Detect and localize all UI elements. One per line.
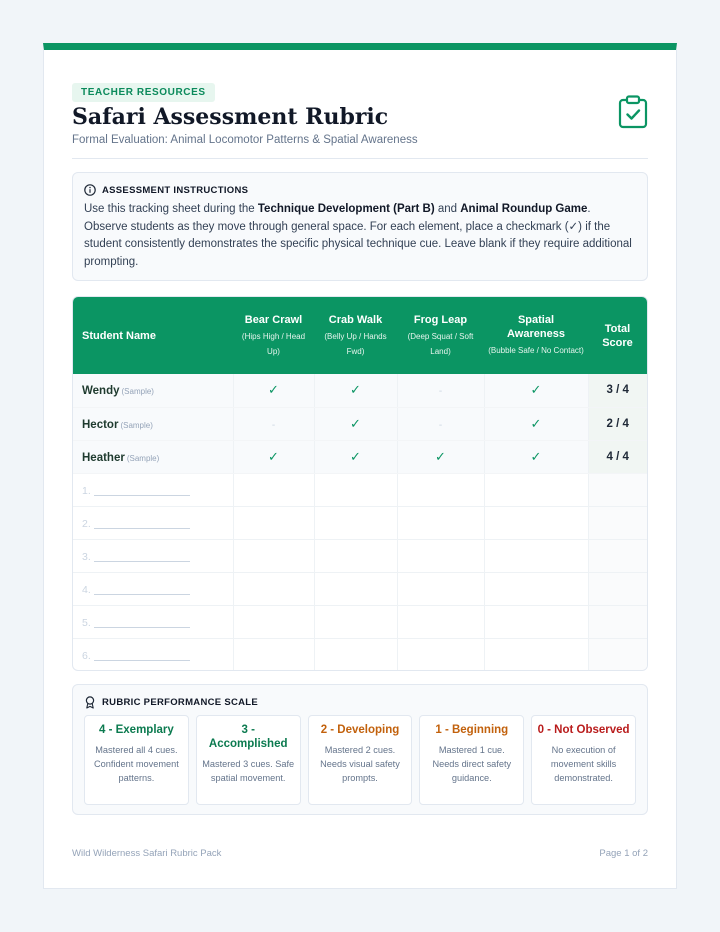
skill-cell[interactable] bbox=[397, 572, 484, 605]
footer-page-number: Page 1 of 2 bbox=[599, 848, 648, 859]
scale-level-title: 3 - Accomplished bbox=[208, 724, 288, 750]
blank-table-row bbox=[73, 506, 647, 539]
student-name: Heather bbox=[82, 451, 125, 464]
name-write-line bbox=[94, 561, 190, 562]
student-name-cell bbox=[73, 374, 233, 407]
skill-cell[interactable] bbox=[484, 440, 588, 473]
footer-pack-name: Wild Wilderness Safari Rubric Pack bbox=[72, 848, 222, 859]
instructions-box bbox=[72, 172, 648, 281]
checkmark-icon: ✓ bbox=[350, 382, 361, 398]
checkmark-icon: ✓ bbox=[350, 448, 361, 464]
scale-level-description: Mastered 3 cues. Safe spatial movement. bbox=[202, 759, 295, 783]
page-subtitle: Formal Evaluation: Animal Locomotor Patterns & Spatial Awareness bbox=[72, 134, 418, 146]
total-score-cell: 3 / 4 bbox=[588, 374, 647, 407]
checkmark-icon: ✓ bbox=[435, 448, 446, 464]
column-header-frog-leap: Frog Leap (Deep Squat / Soft Land) bbox=[407, 313, 474, 356]
skill-cell[interactable] bbox=[397, 638, 484, 671]
skill-cell[interactable] bbox=[484, 539, 588, 572]
skill-cell[interactable] bbox=[397, 440, 484, 473]
student-name: Wendy bbox=[82, 385, 120, 398]
skill-cell[interactable] bbox=[314, 605, 397, 638]
student-name: Hector bbox=[82, 418, 119, 431]
scale-level-title: 0 - Not Observed bbox=[537, 724, 630, 736]
skill-cell[interactable] bbox=[233, 638, 314, 671]
skill-cell[interactable] bbox=[314, 506, 397, 539]
checkmark-icon: ✓ bbox=[268, 448, 279, 464]
total-score-cell: 2 / 4 bbox=[588, 407, 647, 440]
skill-cell[interactable] bbox=[233, 506, 314, 539]
skill-cell[interactable] bbox=[314, 539, 397, 572]
rubric-table bbox=[72, 296, 648, 671]
page-footer bbox=[72, 848, 648, 859]
table-row bbox=[73, 407, 647, 440]
checkmark-icon: ✓ bbox=[350, 415, 361, 431]
scale-level-description: Mastered all 4 cues. Confident movement patterns. bbox=[94, 745, 179, 783]
total-score-cell[interactable] bbox=[588, 638, 647, 671]
total-score-cell[interactable] bbox=[588, 473, 647, 506]
scale-level-description: Mastered 1 cue. Needs direct safety guidance. bbox=[432, 745, 512, 783]
page-header bbox=[72, 75, 648, 159]
total-score-cell[interactable] bbox=[588, 605, 647, 638]
sample-tag: (Sample) bbox=[126, 453, 160, 463]
skill-cell[interactable] bbox=[397, 605, 484, 638]
student-name-entry[interactable] bbox=[73, 638, 233, 671]
skill-cell[interactable] bbox=[233, 374, 314, 407]
checkmark-icon: ✓ bbox=[268, 382, 279, 398]
row-number: 4. bbox=[82, 583, 91, 596]
sample-tag: (Sample) bbox=[120, 420, 153, 430]
student-name-cell bbox=[73, 407, 233, 440]
blank-table-row bbox=[73, 638, 647, 671]
skill-cell[interactable] bbox=[314, 473, 397, 506]
blank-table-row bbox=[73, 572, 647, 605]
scale-level-card bbox=[84, 715, 189, 805]
name-write-line bbox=[94, 528, 190, 529]
name-write-line bbox=[94, 627, 190, 628]
skill-cell[interactable] bbox=[484, 506, 588, 539]
name-write-line bbox=[94, 594, 190, 595]
column-header-spatial-awareness: Spatial Awareness (Bubble Safe / No Contact) bbox=[488, 314, 584, 355]
scale-level-card bbox=[308, 715, 413, 805]
scale-level-description: Mastered 2 cues. Needs visual safety prompts. bbox=[320, 745, 400, 783]
skill-cell[interactable] bbox=[484, 638, 588, 671]
scale-level-card bbox=[196, 715, 301, 805]
skill-cell[interactable] bbox=[233, 572, 314, 605]
skill-cell[interactable] bbox=[484, 374, 588, 407]
clipboard-check-icon bbox=[618, 95, 648, 129]
dash-mark: - bbox=[438, 386, 443, 398]
rubric-page bbox=[43, 43, 677, 889]
skill-cell[interactable] bbox=[484, 473, 588, 506]
row-number: 2. bbox=[82, 517, 91, 530]
skill-cell[interactable] bbox=[397, 407, 484, 440]
column-header-student-name: Student Name bbox=[82, 329, 156, 342]
column-header-total-score: Total Score bbox=[602, 322, 633, 349]
student-name-cell bbox=[73, 440, 233, 473]
column-header-bear-crawl: Bear Crawl (Hips High / Head Up) bbox=[241, 313, 306, 356]
student-name-entry[interactable] bbox=[73, 539, 233, 572]
row-number: 1. bbox=[82, 484, 91, 497]
scale-level-title: 1 - Beginning bbox=[435, 724, 509, 736]
total-score-cell: 4 / 4 bbox=[588, 440, 647, 473]
skill-cell[interactable] bbox=[397, 473, 484, 506]
skill-cell[interactable] bbox=[233, 539, 314, 572]
skill-cell[interactable] bbox=[484, 407, 588, 440]
student-name-entry[interactable] bbox=[73, 572, 233, 605]
info-icon bbox=[84, 184, 96, 196]
award-ribbon-icon bbox=[84, 696, 96, 709]
category-badge: TEACHER RESOURCES bbox=[72, 83, 215, 102]
instructions-title: ASSESSMENT INSTRUCTIONS bbox=[102, 184, 249, 196]
scale-level-description: No execution of movement skills demonstrated. bbox=[550, 745, 617, 783]
name-write-line bbox=[94, 495, 190, 496]
column-header-crab-walk: Crab Walk (Belly Up / Hands Fwd) bbox=[324, 313, 387, 356]
skill-cell[interactable] bbox=[314, 440, 397, 473]
row-number: 3. bbox=[82, 550, 91, 563]
skill-cell[interactable] bbox=[233, 473, 314, 506]
skill-cell[interactable] bbox=[484, 605, 588, 638]
skill-cell[interactable] bbox=[397, 539, 484, 572]
student-name-entry[interactable] bbox=[73, 605, 233, 638]
checkmark-icon: ✓ bbox=[530, 415, 542, 431]
skill-cell[interactable] bbox=[484, 572, 588, 605]
scale-level-title: 4 - Exemplary bbox=[99, 724, 174, 736]
table-row bbox=[73, 374, 647, 407]
dash-mark: - bbox=[271, 419, 276, 431]
skill-cell[interactable] bbox=[314, 407, 397, 440]
sample-tag: (Sample) bbox=[121, 387, 154, 397]
skill-cell[interactable] bbox=[314, 638, 397, 671]
scale-level-card bbox=[419, 715, 524, 805]
row-number: 5. bbox=[82, 616, 91, 629]
page-title: Safari Assessment Rubric bbox=[72, 104, 389, 130]
skill-cell[interactable] bbox=[397, 506, 484, 539]
dash-mark: - bbox=[438, 419, 443, 431]
performance-scale bbox=[72, 684, 648, 815]
table-row bbox=[73, 440, 647, 473]
name-write-line bbox=[94, 660, 190, 661]
scale-title: RUBRIC PERFORMANCE SCALE bbox=[102, 697, 259, 708]
student-name-entry[interactable] bbox=[73, 506, 233, 539]
skill-cell[interactable] bbox=[233, 407, 314, 440]
blank-table-row bbox=[73, 539, 647, 572]
table-header-row bbox=[73, 297, 647, 374]
total-score-cell[interactable] bbox=[588, 539, 647, 572]
skill-cell[interactable] bbox=[397, 374, 484, 407]
skill-cell[interactable] bbox=[233, 605, 314, 638]
instructions-text: Use this tracking sheet during the Technique Development (Part B) and Animal Roundup Game. Observe students as they move through general space. For each element, place a checkmark (✓) if the student consistently demonstrates the specific physical technique cue. Leave blank if they require additional prompting. bbox=[84, 203, 632, 268]
scale-level-title: 2 - Developing bbox=[320, 724, 400, 736]
checkmark-icon: ✓ bbox=[530, 448, 542, 464]
skill-cell[interactable] bbox=[314, 374, 397, 407]
skill-cell[interactable] bbox=[314, 572, 397, 605]
checkmark-icon: ✓ bbox=[530, 382, 542, 398]
scale-level-card bbox=[531, 715, 636, 805]
row-number: 6. bbox=[82, 649, 91, 662]
blank-table-row bbox=[73, 473, 647, 506]
student-name-entry[interactable] bbox=[73, 473, 233, 506]
total-score-cell[interactable] bbox=[588, 506, 647, 539]
skill-cell[interactable] bbox=[233, 440, 314, 473]
total-score-cell[interactable] bbox=[588, 572, 647, 605]
blank-table-row bbox=[73, 605, 647, 638]
